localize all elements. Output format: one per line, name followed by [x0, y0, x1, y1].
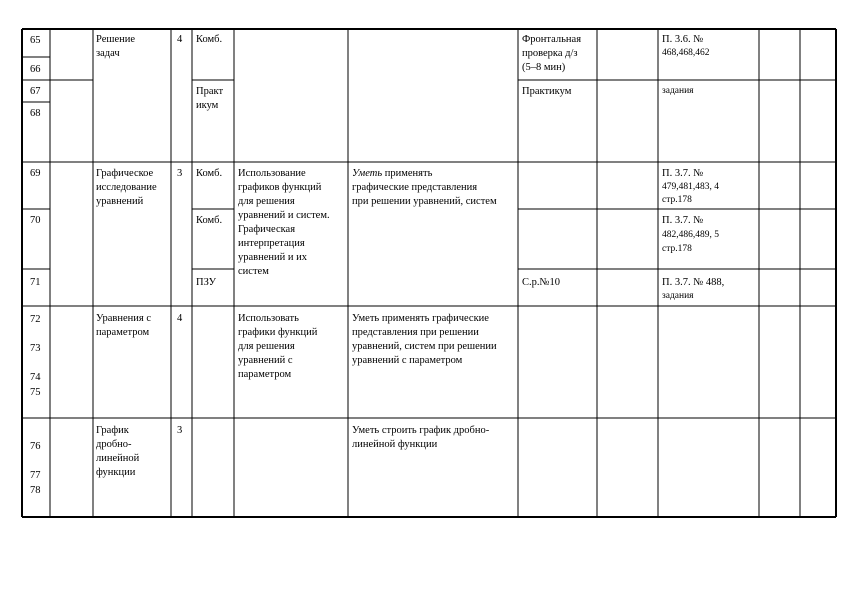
lesson-type: ПЗУ [196, 277, 217, 288]
content-text: параметром [238, 369, 292, 380]
homework-text: 482,486,489, 5 [662, 230, 719, 240]
control-form: С.р.№10 [522, 277, 561, 288]
control-form: Практикум [522, 86, 572, 97]
content-text: уравнений с [238, 355, 293, 366]
lesson-number: 74 [30, 372, 41, 383]
requirements-text [352, 167, 432, 180]
homework-text: стр.178 [662, 195, 692, 205]
topic-text: уравнений [96, 196, 144, 207]
content-text: уравнений и их [238, 252, 307, 263]
lesson-number: 70 [30, 215, 41, 226]
topic-text: Уравнения с [96, 313, 152, 324]
homework-text: задания [662, 86, 694, 96]
hours-count: 4 [177, 34, 183, 45]
requirements-text: линейной функции [352, 439, 438, 450]
lesson-number: 75 [30, 387, 41, 398]
hours-count: 3 [177, 168, 183, 179]
lesson-number: 72 [30, 314, 41, 325]
homework-text: П. 3.6. № [662, 34, 704, 45]
lesson-type: Комб. [196, 168, 223, 179]
content-text: графики функций [238, 327, 318, 338]
control-form: проверка д/з [522, 48, 578, 59]
lesson-type: Практ [196, 86, 224, 97]
homework-text: 479,481,483, 4 [662, 182, 719, 192]
hours-count: 3 [177, 425, 183, 436]
content-text: Графическая [238, 224, 296, 235]
topic-text: функции [96, 467, 136, 478]
topic-text: задач [96, 48, 120, 59]
homework-text: задания [662, 291, 694, 301]
content-text: для решения [238, 196, 295, 207]
requirements-text: уравнений, систем при решении [352, 341, 497, 352]
lesson-type: икум [196, 100, 219, 111]
homework-text: 468,468,462 [662, 48, 710, 58]
lesson-number: 78 [30, 485, 41, 496]
content-text: графиков функций [238, 182, 322, 193]
content-text: Использование [238, 168, 306, 179]
homework-text: П. 3.7. № 488, [662, 277, 725, 288]
lesson-number: 67 [30, 86, 41, 97]
content-text: интерпретация [238, 238, 305, 249]
lesson-number: 77 [30, 470, 41, 481]
lesson-number: 66 [30, 64, 41, 75]
control-form: (5–8 мин) [522, 62, 566, 73]
homework-text: стр.178 [662, 244, 692, 254]
requirements-text: Уметь строить график дробно- [352, 425, 490, 436]
topic-text: График [96, 425, 129, 436]
requirements-text: графические представления [352, 182, 478, 193]
requirements-text: представления при решении [352, 327, 479, 338]
content-text: для решения [238, 341, 295, 352]
lesson-number: 65 [30, 35, 41, 46]
lesson-number: 73 [30, 343, 41, 354]
lesson-type: Комб. [196, 34, 223, 45]
lesson-number: 69 [30, 168, 41, 179]
hours-count: 4 [177, 313, 183, 324]
content-text: уравнений и систем. [238, 210, 330, 221]
requirements-text: при решении уравнений, систем [352, 196, 497, 207]
requirements-text: Уметь применять графические [352, 313, 489, 324]
lesson-number: 71 [30, 277, 41, 288]
control-form: Фронтальная [522, 34, 582, 45]
requirements-text: уравнений с параметром [352, 355, 463, 366]
lesson-number: 76 [30, 441, 41, 452]
topic-text: Графическое [96, 168, 154, 179]
requirements-keyword: Уметь [352, 168, 383, 179]
topic-text: Решение [96, 34, 136, 45]
topic-text: исследование [96, 182, 157, 193]
homework-text: П. 3.7. № [662, 215, 704, 226]
topic-text: дробно- [96, 439, 132, 450]
lesson-type: Комб. [196, 215, 223, 226]
requirements-text-rest: применять [382, 168, 433, 179]
homework-text: П. 3.7. № [662, 168, 704, 179]
topic-text: линейной [96, 453, 140, 464]
content-text: систем [238, 266, 269, 277]
content-text: Использовать [238, 313, 299, 324]
lesson-number: 68 [30, 108, 41, 119]
topic-text: параметром [96, 327, 150, 338]
